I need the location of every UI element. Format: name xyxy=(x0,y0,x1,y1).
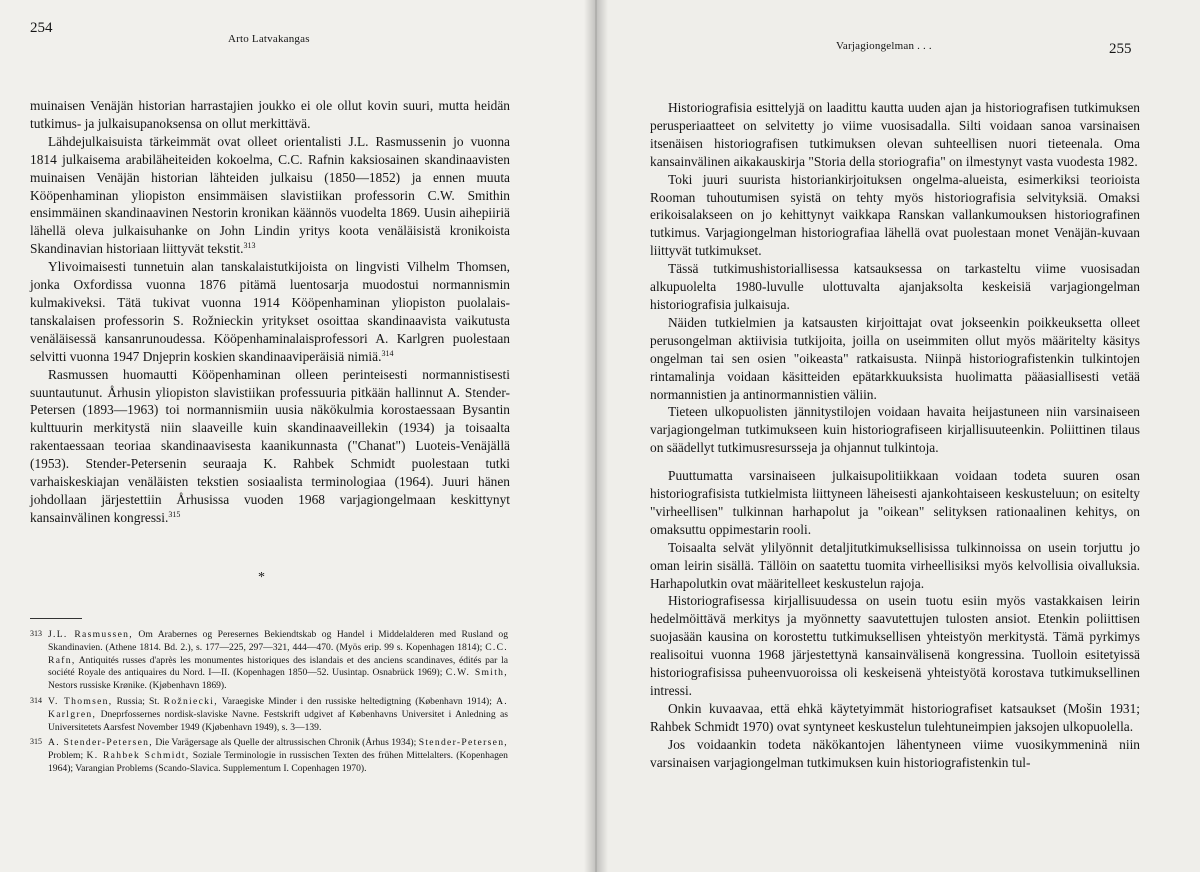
footnotes xyxy=(30,629,508,779)
footnote-ref: 314 xyxy=(381,348,394,358)
footnote-number: 315 xyxy=(30,737,42,747)
section-break: * xyxy=(258,570,265,585)
left-page xyxy=(0,0,596,872)
paragraph: Puuttumatta varsinaiseen julkaisupolitiikkaan voidaan todeta suuren osan historiografisista tutkielmista liittyneen läheisesti ajankohtaiseen keskusteluun; on esitelty "virheellisen" tulkinnan harhapolut ja "oikean" selityksen rationaalinen kehitys, on omaksuttu oppimestarin rooli. xyxy=(650,468,1140,537)
right-page xyxy=(596,0,1200,872)
paragraph: Toisaalta selvät ylilyönnit detaljitutkimuksellisissa tulkinnoissa on usein torjuttu jo oman leirin sisällä. Tällöin on saatettu tuomita virheellisiksi myös kelvollisia oivalluksia. Harhapolutkin ovat määritelleet keskustelun rajoja. xyxy=(650,539,1140,591)
footnote-ref: 315 xyxy=(168,509,181,519)
footnote: 313 J.L. Rasmussen, Om Arabernes og Peresernes Bekiendtskab og Handel i Middelalderen med Rusland og Skandinavien. (Athene 1814. Bd. 2.), s. 177—225, 297—321, 444—470. (Myös erip. 99 s. Kopenhagen 1814); C.C. Rafn, Antiquités russes d'après les monumentes historiques des islandais et des anciens scandinaves, édités par la société Royale des antiquaires du Nord. I—II. (Kopenhagen 1850—52. Uusintap. Osnabrück 1969); C.W. Smith, Nestors russiske Krønike. (Kjøbenhavn 1869). xyxy=(30,629,509,692)
footnote-rule xyxy=(30,618,82,619)
paragraph: Näiden tutkielmien ja katsausten kirjoittajat ovat jokseenkin poikkeuksetta olleet perusongelman aktiivisia tutkijoita, joilla on useimmiten ollut myös määritelty käsitys ongelman tai sen osien "oikeasta" ratkaisusta. Niinpä historiografistenkin tulkintojen rintamalinja voidaan käsitteiden epätarkkuuksista huolimatta pääasiallisesti vetää normannistien ja antinormannistien väliin. xyxy=(650,314,1140,402)
left-body-text xyxy=(30,97,510,527)
book-gutter xyxy=(584,0,608,872)
footnote: 314 V. Thomsen, Russia; St. Rožniecki, Varaegiske Minder i den russiske heltedigtning (København 1914); A. Karlgren, Dneprfossernes nordisk-slaviske Navne. Festskrift udgivet af Københavns Universitet i Anledning as Universitetets Aarsfest November 1949 (Kjøbenhavn 1949), s. 3—139. xyxy=(30,695,508,733)
paragraph: Jos voidaankin todeta näkökantojen lähentyneen viime vuosikymmeninä niin varsinaisen varjagiongelman tutkimuksen kuin historiografistenkin tul- xyxy=(650,736,1140,770)
paragraph: Lähdejulkaisuista tärkeimmät ovat olleet orientalisti J.L. Rasmussenin jo vuonna 1814 julkaisema arabiläheiteiden kokoelma, C.C. Rafnin kaksiosainen skandinaavisten muinaisen Venäjän historian lähteiden julkaisu (1850—1852) ja ennen muuta Kööpenhaminan yliopiston ensimmäisen slavistiikan professorin C.W. Smithin ensimmäinen skandinaavinen Nestorin kronikan käännös vuodelta 1869. Uusin aihepiiriä lähellä oleva julkaisuhanke on John Lindin yritys koota venäläisistä kronikoista Skandinavian historiaan liittyvät tekstit.$^{313}$ xyxy=(30,133,510,257)
paragraph: Tässä tutkimushistoriallisessa katsauksessa on tarkasteltu viime vuosisadan alkupuolelta 1980-luvulle ulottuvalta ajanjaksolta keskeisiä varjagiongelman historiografisia julkaisuja. xyxy=(650,261,1140,312)
page-number: 255 xyxy=(1109,41,1132,57)
paragraph: Onkin kuvaavaa, että ehkä käytetyimmät historiografiset katsaukset (Mošin 1931; Rahbek Schmidt 1970) ovat syntyneet keskustelun tulehtuneimpien jaksojen ulkopuolella. xyxy=(650,700,1140,734)
footnote: 315 A. Stender-Petersen, Die Varägersage als Quelle der altrussischen Chronik (Århus 1934); Stender-Petersen, Problem; K. Rahbek Schmidt, Soziale Terminologie in russischen Texten des frühen Mittelalters. (Kopenhagen 1964); Varangian Problems (Scando-Slavica. Supplementum I. Copenhagen 1970). xyxy=(30,737,508,774)
footnote-number: 313 xyxy=(30,629,42,638)
paragraph: Ylivoimaisesti tunnetuin alan tanskalaistutkijoista on lingvisti Vilhelm Thomsen, jonka Oxfordissa vuonna 1876 pitämä luentosarja muodostui normannismin kulmakiveksi. Tätä tukivat vuonna 1914 Kööpenhaminan yliopiston puolalais-tanskalaisen professorin S. Rožnieckin yritykset osoittaa skandinaavista vaikutusta venäläisessä kansanrunoudessa. Kööpenhaminalaisprofessori A. Karlgren puolestaan selvitti vuonna 1947 Dnjeprin koskien skandinaaviperäisiä nimiä.$^{314}$ xyxy=(30,259,510,364)
running-head: Varjagiongelman . . . xyxy=(836,40,932,52)
paragraph: muinaisen Venäjän historian harrastajien joukko ei ole ollut kovin suuri, mutta heidän tutkimus- ja julkaisupanoksensa on ollut merkittävä. xyxy=(30,98,510,131)
paragraph: Rasmussen huomautti Kööpenhaminan olleen perinteisesti normannistisesti suuntautunut. Århusin yliopiston slavistiikan professuuria pitkään hallinnut A. Stender-Petersen (1893—1963) toi normannismiin uusia näkökulmia korostaessaan Bysantin kulttuurin merkitystä niin slaaveille kuin skandinaaveillekin (1934) ja toisaalta rakentaessaan teoriaa skandinaavisesta kaanikunnasta ("Chanat") Luoteis-Venäjällä (1953). Stender-Petersenin seuraaja K. Rahbek Schmidt puolestaan tutki varhaiskeskiajan venäläisten tekstien sosiaalista terminologiaa (1964). Juuri hänen johdollaan järjestettiin Århusissa vuoden 1968 varjagiongelmaan keskittynyt kansainvälinen kongressi.$^{315}$ xyxy=(30,366,510,525)
paragraph: Historiografisessa kirjallisuudessa on usein tuotu esiin myös vastakkaisen leirin hedelmöittävä merkitys ja myönnetty saavutettujen tulosten ansiot. Etenkin poliittisen suojasään kausina on korostettu tutkimuksellisen yhteistyön merkitystä. Tämä pyrkimys realisoitui vuonna 1968 järjestettynä kansainvälisenä kongressina. Tuolloin esitetyissä historiografisissa puheenvuoroissa oli keskeisenä yhteistyötä korostava tutkimuksellinen intressi. xyxy=(650,593,1140,698)
footnote-number: 314 xyxy=(30,695,42,705)
paragraph: Tieteen ulkopuolisten jännitystilojen voidaan havaita heijastuneen niin varsinaiseen varjagiongelman tutkimukseen kuin historiografiseen kirjallisuuteenkin. Poliittinen tilaus on säädellyt tutkimusresursseja ja ohjannut tulkintoja. xyxy=(650,404,1140,456)
paragraph: Historiografisia esittelyjä on laadittu kautta uuden ajan ja historiografisen tutkimuksen perusperiaatteet on selvitetty jo viime vuosisadalla. Silti voidaan sanoa varsinaisen itsenäisen historiografisen tutkimuksen olevan suhteellisen nuori tieteenala. Oma kansainvälinen aikakauskirja "Storia della storiografia" on ilmestynyt vasta vuodesta 1982. xyxy=(650,100,1140,169)
paragraph: Toki juuri suurista historiankirjoituksen ongelma-alueista, esimerkiksi teorioista Rooman tuhoutumisen syistä on tehty myös historiografisia selvityksiä. Omaksi erikoisalakseen on jo kehittynyt vaikkapa Ranskan vallankumouksen historiografinen tutkimus. Varjagiongelman historiografiaa lähellä ovat puolestaan monet Venäjän-kuvaan liittyvät tutkimukset. xyxy=(650,171,1140,259)
footnote-ref: 313 xyxy=(243,241,256,251)
right-body-text xyxy=(650,99,1140,772)
running-head: Arto Latvakangas xyxy=(228,33,310,45)
page-number: 254 xyxy=(30,20,53,36)
